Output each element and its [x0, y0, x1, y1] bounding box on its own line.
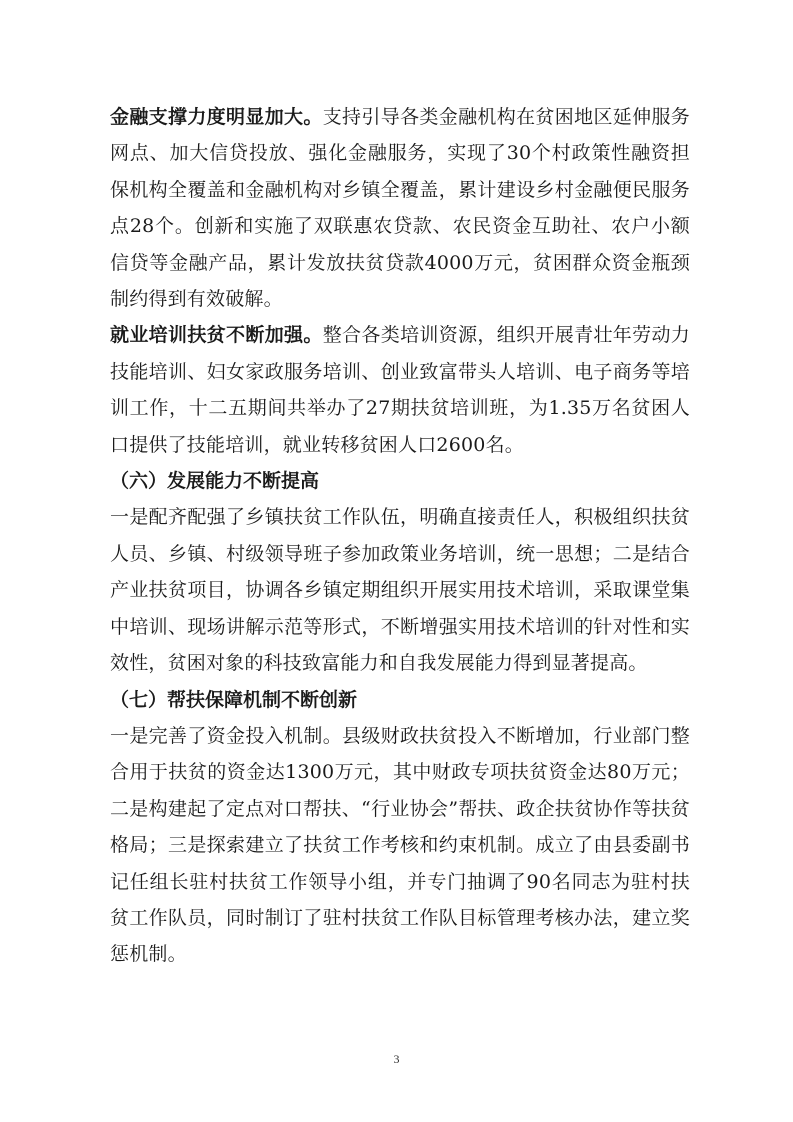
- document-body: [110, 99, 690, 973]
- section-paragraph: 一是完善了资金投入机制。县级财政扶贫投入不断增加，行业部门整合用于扶贫的资金达1300万元，其中财政专项扶贫资金达80万元；二是构建起了定点对口帮扶、“行业协会”帮扶、政企扶贫协作等扶贫格局；三是探索建立了扶贫工作考核和约束机制。成立了由县委副书记任组长驻村扶贫工作领导小组，并专门抽调了90名同志为驻村扶贫工作队员，同时制订了驻村扶贫工作队目标管理考核办法，建立奖惩机制。: [110, 724, 690, 966]
- section-heading: （六）发展能力不断提高: [110, 470, 320, 493]
- section-heading: （七）帮扶保障机制不断创新: [110, 688, 358, 711]
- paragraph-finance: [110, 99, 690, 317]
- page-number: 3: [393, 1052, 400, 1066]
- section-paragraph: 一是配齐配强了乡镇扶贫工作队伍，明确直接责任人，积极组织扶贫人员、乡镇、村级领导班子参加政策业务培训，统一思想；二是结合产业扶贫项目，协调各乡镇定期组织开展实用技术培训，采取课堂集中培训、现场讲解示范等形式，不断增强实用技术培训的针对性和实效性，贫困对象的科技致富能力和自我发展能力得到显著提高。: [110, 506, 690, 675]
- paragraph-lead: 就业培训扶贫不断加强。: [110, 324, 323, 347]
- paragraph-lead: 金融支撑力度明显加大。: [110, 106, 323, 128]
- paragraph-text: 支持引导各类金融机构在贫困地区延伸服务网点、加大信贷投放、强化金融服务，实现了30个村政策性融资担保机构全覆盖和金融机构对乡镇全覆盖，累计建设乡村金融便民服务点28个。创新和实施了双联惠农贷款、农民资金互助社、农户小额信贷等金融产品，累计发放扶贫贷款4000万元，贫困群众资金瓶颈制约得到有效破解。: [110, 106, 690, 311]
- paragraph-employment: [110, 317, 690, 463]
- paragraph-text: 整合各类培训资源，组织开展青壮年劳动力技能培训、妇女家政服务培训、创业致富带头人培训、电子商务等培训工作，十二五期间共举办了27期扶贫培训班，为1.35万名贫困人口提供了技能培训，就业转移贫困人口2600名。: [110, 324, 690, 456]
